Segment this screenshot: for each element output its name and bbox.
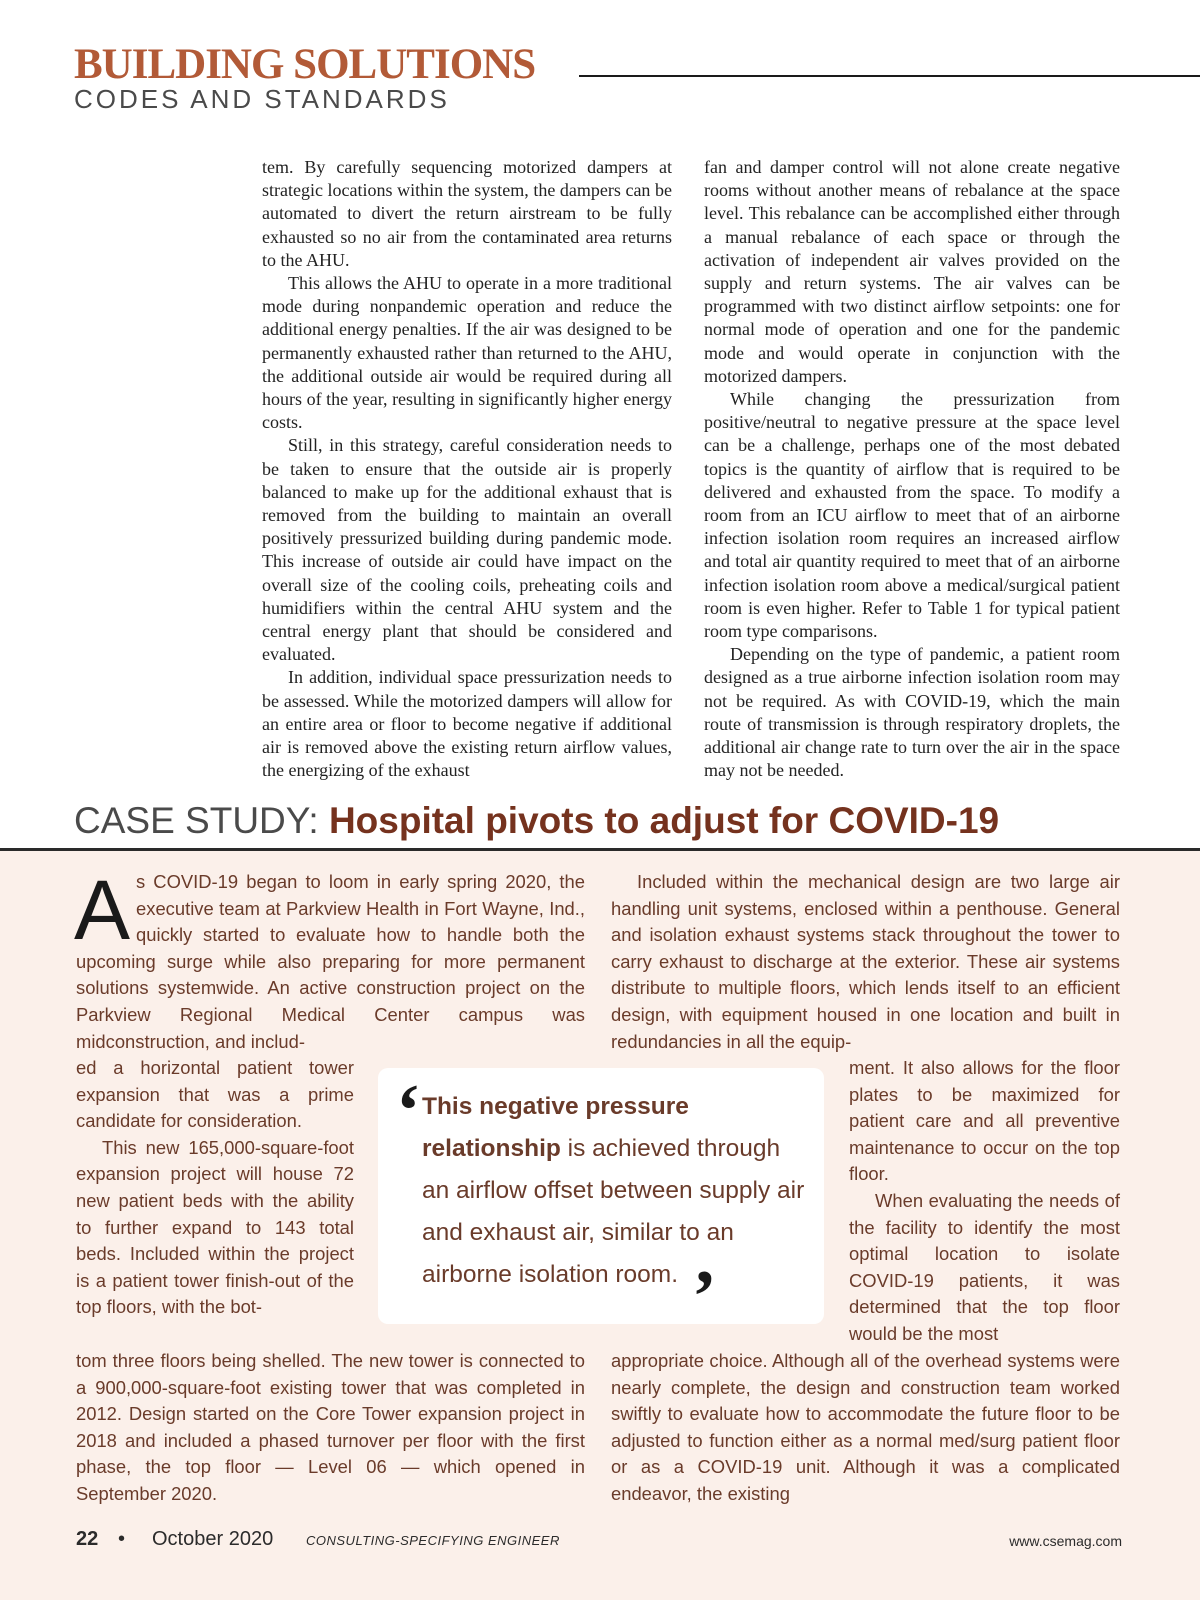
- case-column-1-top: [74, 863, 585, 1055]
- paragraph: Depending on the type of pandemic, a patient room designed as a true airborne infection isolation room may not be required. As with COVID-19, which the main route of transmission is through respiratory droplets, the additional air change rate to turn over the air in the space may not be needed.: [704, 644, 1120, 781]
- case-column-1-narrow: [76, 1055, 354, 1321]
- close-quote-mark: ’: [692, 1256, 717, 1338]
- paragraph: In addition, individual space pressurization needs to be assessed. While the motorized dampers will allow for an entire area or floor to become negative if additional air is removed above the existing return airflow values, the energizing of the exhaust: [262, 667, 672, 781]
- issue-date: October 2020: [152, 1528, 274, 1550]
- page-number: 22: [76, 1528, 99, 1550]
- pull-quote-emphasis: This negative pressure relationship: [422, 1093, 689, 1162]
- header-rule: [579, 75, 1200, 77]
- paragraph: s COVID-19 began to loom in early spring 2020, the executive team at Parkview Health in Fort Wayne, Ind., quickly started to evaluate how to handle both the upcoming surge while also preparing for more permanent solutions systemwide. An active construction project on the Parkview Regional Medical Center campus was midconstruction, and includ-: [76, 871, 585, 1052]
- case-study-heading: [74, 800, 999, 842]
- section-subtitle: CODES AND STANDARDS: [74, 84, 450, 114]
- paragraph: Included within the mechanical design are two large air handling unit systems, enclosed within a penthouse. General and isolation exhaust systems stack throughout the tower to carry exhaust to discharge at the exterior. These air systems distribute to multiple floors, which lends itself to an efficient design, with equipment housed in one location and built in redundancies in all the equip-: [611, 871, 1120, 1052]
- magazine-name: CONSULTING-SPECIFYING ENGINEER: [306, 1533, 560, 1548]
- case-column-2-bottom: [611, 1348, 1120, 1508]
- paragraph: This allows the AHU to operate in a more traditional mode during nonpandemic operation and reduce the additional energy penalties. If the air was designed to be permanently exhausted rather than returned to the AHU, the additional outside air would be required during all hours of the year, resulting in significantly higher energy costs.: [262, 273, 672, 433]
- paragraph: ed a horizontal patient tower expansion that was a prime candidate for consideration.: [76, 1057, 354, 1132]
- article-column-1: [262, 156, 672, 782]
- paragraph: This new 165,000-square-foot expansion project will house 72 new patient beds with the ability to further expand to 143 total beds. Included within the project is a patient tower finish-out of the top floors, with the bot-: [76, 1136, 354, 1318]
- paragraph: Still, in this strategy, careful consideration needs to be taken to ensure that the outside air is properly balanced to make up for the additional exhaust that is removed from the building to maintain an overall positively pressurized building during pandemic mode. This increase of outside air could have impact on the overall size of the cooling coils, preheating coils and humidifiers within the central AHU system and the central energy plant that should be considered and evaluated.: [262, 435, 672, 665]
- pull-quote-body: is achieved through an airflow offset between supply air and exhaust air, similar to an airborne isolation room.: [422, 1135, 805, 1288]
- paragraph: fan and damper control will not alone create negative rooms without another means of rebalance at the space level. This rebalance can be accomplished either through a manual rebalance of each space or through the activation of independent air valves provided on the supply and return systems. The air valves can be programmed with two distinct airflow setpoints: one for normal mode of operation and one for the pandemic mode and would operate in conjunction with the motorized dampers.: [704, 157, 1120, 386]
- case-column-2-narrow: [849, 1055, 1120, 1348]
- drop-cap: A: [74, 863, 131, 957]
- pull-quote: [378, 1068, 824, 1338]
- paragraph: While changing the pressurization from positive/neutral to negative pressure at the space level can be a challenge, perhaps one of the most debated topics is the quantity of airflow that is required to be delivered and exhausted from the space. To modify a room from an ICU airflow to meet that of an airborne infection isolation room requires an increased airflow and total air quantity required to meet that of an airborne infection isolation room above a medical/surgical patient room is even higher. Refer to Table 1 for typical patient room type comparisons.: [704, 389, 1120, 642]
- pull-quote-text: [422, 1086, 812, 1296]
- case-study-title: Hospital pivots to adjust for COVID-19: [328, 800, 1000, 841]
- paragraph: When evaluating the needs of the facility to identify the most optimal location to isolate COVID-19 patients, it was determined that the top floor would be the most: [849, 1189, 1120, 1344]
- case-study-label: CASE STUDY:: [74, 800, 329, 841]
- case-column-1-bottom: [76, 1348, 585, 1508]
- open-quote-mark: ‘: [396, 1070, 421, 1152]
- paragraph: appropriate choice. Although all of the overhead systems were nearly complete, the design and construction team worked swiftly to evaluate how to accommodate the future floor to be adjusted to function either as a normal med/surg patient floor or as a COVID-19 unit. Although it was a complicated endeavor, the existing: [611, 1350, 1120, 1504]
- section-title: BUILDING SOLUTIONS: [74, 41, 536, 88]
- paragraph: ment. It also allows for the floor plates to be maximized for patient care and all preventive maintenance to occur on the top floor.: [849, 1057, 1120, 1185]
- case-column-2-top: [611, 869, 1120, 1055]
- article-column-2: [704, 156, 1120, 782]
- paragraph: tom three floors being shelled. The new tower is connected to a 900,000-square-foot existing tower that was completed in 2012. Design started on the Core Tower expansion project in 2018 and included a phased turnover per floor with the first phase, the top floor — Level 06 — which opened in September 2020.: [76, 1350, 585, 1504]
- website-url: www.csemag.com: [1009, 1533, 1122, 1549]
- footer-bullet: •: [118, 1528, 126, 1550]
- page-footer: [76, 1528, 1122, 1558]
- paragraph: tem. By carefully sequencing motorized dampers at strategic locations within the system, the dampers can be automated to divert the return airstream to be fully exhausted so no air from the contaminated area returns to the AHU.: [262, 157, 672, 270]
